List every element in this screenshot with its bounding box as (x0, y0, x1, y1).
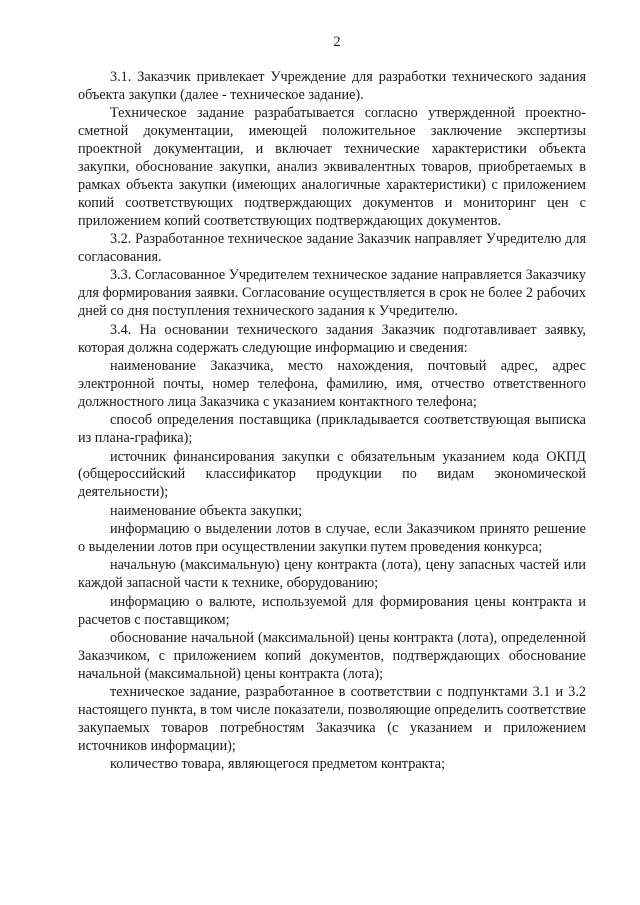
paragraph-3-4: 3.4. На основании технического задания Заказчик подготавливает заявку, которая должна содержать следующие информацию и сведения: (78, 321, 586, 356)
list-item-customer-details: наименование Заказчика, место нахождения, почтовый адрес, адрес электронной почты, номер телефона, фамилию, имя, отчество ответственного должностного лица Заказчика с указанием контактного телефона; (78, 358, 586, 410)
paragraph-3-3: 3.3. Согласованное Учредителем техническое задание направляется Заказчику для формирования заявки. Согласование осуществляется в срок не более 2 рабочих дней со дня поступления технического задания к Учредителю. (78, 267, 586, 320)
list-item-currency: информацию о валюте, используемой для формирования цены контракта и расчетов с поставщиком; (78, 593, 586, 628)
list-item-funding-source: источник финансирования закупки с обязательным указанием кода ОКПД (общероссийский классификатор продукции по видам экономической деятельности); (78, 448, 586, 501)
list-item-technical-task: техническое задание, разработанное в соответствии с подпунктами 3.1 и 3.2 настоящего пункта, в том числе показатели, позволяющие определить соответствие закупаемых товаров потребностям Заказчика (с указанием и приложением источников информации); (78, 684, 586, 755)
paragraph-technical-task: Техническое задание разрабатывается согласно утвержденной проектно-сметной документации, имеющей положительное заключение экспертизы проектной документации, и включает технические характеристики объекта закупки, обоснование закупки, анализ эквивалентных товаров, приобретаемых в рамках объекта закупки (имеющих аналогичные характеристики) с приложением копий соответствующих подтверждающих документов и мониторинг цен с приложением копий соответствующих подтверждающих документов. (78, 105, 586, 229)
list-item-procurement-object: наименование объекта закупки; (110, 502, 303, 519)
list-item-lots: информацию о выделении лотов в случае, если Заказчиком принято решение о выделении лотов при осуществлении закупки путем проведения конкурса; (78, 521, 586, 556)
list-item-quantity: количество товара, являющегося предметом контракта; (110, 756, 446, 773)
paragraph-3-1: 3.1. Заказчик привлекает Учреждение для разработки технического задания объекта закупки (далее - техническое задание). (78, 69, 586, 103)
list-item-supplier-method: способ определения поставщика (прикладывается соответствующая выписка из плана-графика); (78, 412, 586, 447)
list-item-price-justification: обоснование начальной (максимальной) цены контракта (лота), определенной Заказчиком, с приложением копий документов, подтверждающих обоснование начальной (максимальной) цены контракта (лота); (78, 630, 586, 682)
paragraph-3-2: 3.2. Разработанное техническое задание Заказчик направляет Учредителю для согласования. (78, 231, 586, 266)
page-number: 2 (333, 34, 341, 50)
document-body (78, 69, 586, 774)
list-item-initial-price: начальную (максимальную) цену контракта (лота), цену запасных частей или каждой запасной части к технике, оборудованию; (78, 557, 586, 592)
